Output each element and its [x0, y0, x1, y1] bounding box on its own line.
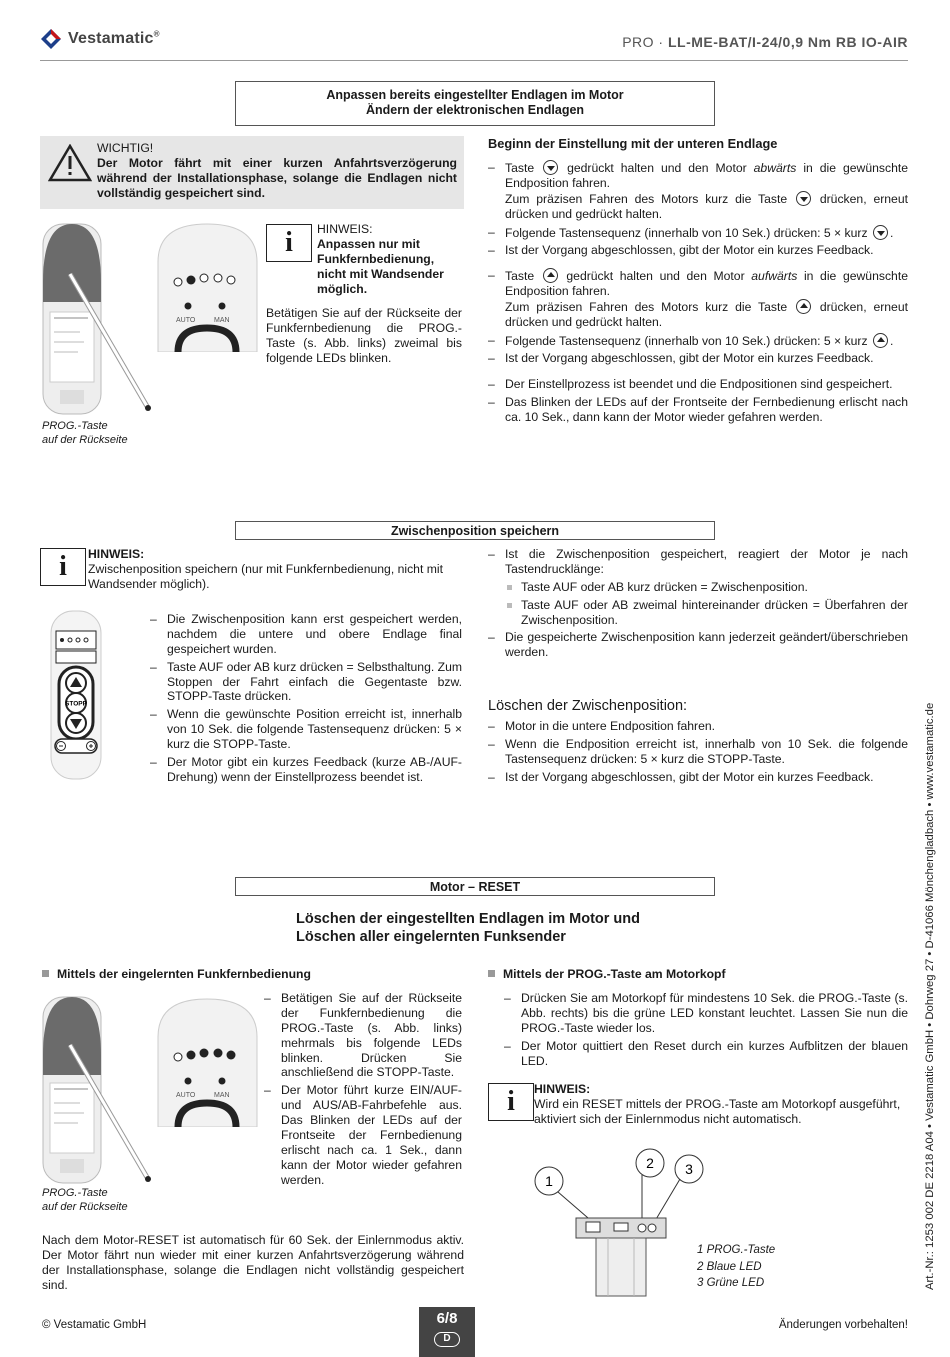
reset-right-steps: [504, 991, 908, 1071]
remote-back-illustration-2: [40, 995, 155, 1185]
motor-legend: 1 PROG.-Taste 2 Blaue LED 3 Grüne LED: [697, 1244, 776, 1290]
svg-text:MAN: MAN: [214, 1092, 230, 1099]
sidebar-imprint: Art.-Nr.: 1253 002 DE 2218 A04 • Vestamatic GmbH • Dohrweg 27 • D-41066 Mönchengladbach • www.vestamatic.de: [924, 702, 936, 1290]
zwischen-right-2: – Die gespeicherte Zwischenposition kann jederzeit geändert/überschrieben werden.: [488, 630, 908, 660]
remote-front-leds-illustration: [156, 222, 259, 352]
hint-text: Wird ein RESET mittels der PROG.-Taste am Motorkopf ausgeführt, aktiviert sich der Einlernmodus nicht automatisch.: [534, 1096, 901, 1126]
end-step-b: – Das Blinken der LEDs auf der Frontseite der Fernbedienung erlischt nach ca. 10 Sek., dann kann der Motor wieder gefahren werden.: [488, 395, 908, 425]
up-steps: [488, 268, 908, 369]
zwischen-right-steps: [488, 547, 908, 663]
svg-text:AUTO: AUTO: [176, 317, 196, 324]
hint-box-2: [88, 547, 464, 592]
zwischen-sub-list: [505, 580, 908, 628]
zwischen-step-3: – Wenn die gewünschte Position erreicht ist, innerhalb von 10 Sek. die folgende Tastensequenz drücken: 5 × kurz die STOPP-Taste.: [150, 707, 462, 752]
down-arrow-button-icon: [796, 191, 811, 206]
delete-step-2: – Wenn die Endposition erreicht ist, innerhalb von 10 Sek. die folgende Tastensequenz drücken: 5 × kurz die STOPP-Taste.: [488, 737, 908, 767]
down-arrow-button-icon: [873, 225, 888, 240]
hint-box-3: [534, 1082, 908, 1127]
right-head-endlage: Beginn der Einstellung mit der unteren Endlage: [488, 136, 778, 151]
remote-back-illustration: [40, 222, 155, 417]
svg-text:2: 2: [646, 1155, 654, 1171]
section-title-endlagen: Anpassen bereits eingestellter Endlagen im Motor Ändern der elektronischen Endlagen: [235, 81, 715, 126]
svg-text:3: 3: [685, 1161, 693, 1177]
section-title-reset: Motor – RESET: [235, 877, 715, 896]
vestamatic-logo-icon: [40, 28, 62, 50]
hint-head: HINWEIS:: [317, 222, 373, 236]
motor-head-diagram: [530, 1148, 710, 1298]
up-arrow-button-icon: [873, 333, 888, 348]
zwischen-right-1: – Ist die Zwischenposition gespeichert, reagiert der Motor je nach Tastendrucklänge: Taste AUF oder AB kurz drücken = Zwischenposition. Taste AUF oder AB zweimal hintereinander drücken = Überfahren der Zwischenposition.: [488, 547, 908, 627]
product-title: PRO · LL-ME-BAT/I-24/0,9 Nm RB IO-AIR: [622, 34, 908, 50]
reset-bottom-text: Nach dem Motor-RESET ist automatisch für 60 Sek. der Einlernmodus aktiv. Der Motor fährt nun wieder mit einer kurzen Anfahrtsverzögerung während der Installationsphase, solange die Endlagen nicht vollständig gespeichert sind.: [42, 1233, 464, 1292]
reset-right-step-1: – Drücken Sie am Motorkopf für mindestens 10 Sek. die PROG.-Taste (s. Abb. rechts) bis die grüne LED konstant leuchtet. Lassen Sie nun die PROG.-Taste wieder los.: [504, 991, 908, 1036]
down-arrow-button-icon: [543, 160, 558, 175]
svg-text:AUTO: AUTO: [176, 1092, 196, 1099]
down-step-b: – Folgende Tastensequenz (innerhalb von 10 Sek.) drücken: 5 × kurz .: [488, 225, 908, 241]
reset-right-head: Mittels der PROG.-Taste am Motorkopf: [488, 967, 726, 982]
delete-steps: [488, 719, 908, 788]
hint-text: Zwischenposition speichern (nur mit Funkfernbedienung, nicht mit Wandsender möglich).: [88, 561, 443, 591]
section-title-zwischenposition: Zwischenposition speichern: [235, 521, 715, 540]
hint-head: HINWEIS:: [534, 1082, 591, 1096]
language-badge: D: [434, 1332, 460, 1347]
svg-text:STOPP: STOPP: [65, 700, 87, 708]
zwischen-step-2: – Taste AUF oder AB kurz drücken = Selbsthaltung. Zum Stoppen der Fahrt einfach die Gegentaste bzw. STOPP-Taste drücken.: [150, 660, 462, 705]
reset-left-steps: [264, 991, 462, 1190]
brand-logo: [40, 28, 160, 50]
reset-left-head: Mittels der eingelernten Funkfernbedienung: [42, 967, 311, 982]
warning-text: Der Motor fährt mit einer kurzen Anfahrtsverzögerung während der Installationsphase, solange die Endlagen nicht vollständig gespeichert sind.: [97, 156, 457, 200]
reset-left-step-2: – Der Motor führt kurze EIN/AUF- und AUS/AB-Fahrbefehle aus. Das Blinken der LEDs auf der Frontseite der Fernbedienung erlischt nach ca. 1 Sek., dann kann der Motor wieder gefahren werden.: [264, 1083, 462, 1187]
delete-step-1: – Motor in die untere Endposition fahren.: [488, 719, 908, 734]
down-step-a: – Taste gedrückt halten und den Motor abwärts in die gewünschte Endposition fahren. Zum präzisen Fahren des Motors kurz die Taste drücken, erneut drücken und gedrückt halten.: [488, 160, 908, 222]
warning-head: WICHTIG!: [97, 141, 154, 155]
warning-box: [40, 136, 464, 209]
down-steps: [488, 160, 908, 261]
footer-page-box: [419, 1307, 475, 1357]
reset-subtitle: Löschen der eingestellten Endlagen im Motor und Löschen aller eingelernten Funksender: [296, 911, 641, 946]
zwischen-step-1: – Die Zwischenposition kann erst gespeichert werden, nachdem die untere und obere Endlage final gespeichert wurden.: [150, 612, 462, 657]
caption-prog-taste: PROG.-Taste auf der Rückseite: [42, 420, 128, 446]
hint-box-1: [317, 222, 457, 296]
zwischen-sub-1: Taste AUF oder AB kurz drücken = Zwischenposition.: [505, 580, 908, 595]
footer-note: Änderungen vorbehalten!: [778, 1319, 908, 1331]
up-arrow-button-icon: [796, 299, 811, 314]
brand-name: Vestamatic®: [68, 29, 160, 48]
reset-left-step-1: – Betätigen Sie auf der Rückseite der Funkfernbedienung die PROG.-Taste (s. Abb. links) mehrmals bis folgende LEDs blinken. Drücken Sie anschließend die STOPP-Taste.: [264, 991, 462, 1080]
zwischen-sub-2: Taste AUF oder AB zweimal hintereinander drücken = Überfahren der Zwischenposition.: [505, 598, 908, 628]
end-steps: [488, 377, 908, 428]
warning-triangle-icon: [48, 144, 92, 182]
zwischen-step-4: – Der Motor gibt ein kurzes Feedback (kurze AB-/AUF-Drehung) wenn der Einstellprozess beendet ist.: [150, 755, 462, 785]
delete-head: Löschen der Zwischenposition:: [488, 698, 688, 714]
hint-head: HINWEIS:: [88, 547, 145, 561]
up-step-b: – Folgende Tastensequenz (innerhalb von 10 Sek.) drücken: 5 × kurz .: [488, 333, 908, 349]
end-step-a: – Der Einstellprozess ist beendet und die Endpositionen sind gespeichert.: [488, 377, 908, 392]
up-step-c: – Ist der Vorgang abgeschlossen, gibt der Motor ein kurzes Feedback.: [488, 351, 908, 366]
info-icon: i: [40, 548, 86, 586]
remote-front-leds-illustration-2: [156, 997, 259, 1127]
page-number: 6/8: [436, 1310, 458, 1327]
delete-step-3: – Ist der Vorgang abgeschlossen, gibt der Motor ein kurzes Feedback.: [488, 770, 908, 785]
hint-text: Anpassen nur mit Funkfernbedienung, nicht mit Wandsender möglich.: [317, 236, 444, 296]
svg-text:MAN: MAN: [214, 317, 230, 324]
caption-prog-taste-2: PROG.-Taste auf der Rückseite: [42, 1187, 128, 1213]
info-icon: i: [266, 224, 312, 262]
reset-right-step-2: – Der Motor quittiert den Reset durch ein kurzes Aufblitzen der blauen LED.: [504, 1039, 908, 1069]
remote-front-stopp-illustration: [49, 609, 103, 781]
hint-body: Betätigen Sie auf der Rückseite der Funkfernbedienung die PROG.-Taste (s. Abb. links) zweimal bis folgende LEDs blinken.: [266, 306, 462, 365]
info-icon: i: [488, 1083, 534, 1121]
up-arrow-button-icon: [543, 268, 558, 283]
down-step-c: – Ist der Vorgang abgeschlossen, gibt der Motor ein kurzes Feedback.: [488, 243, 908, 258]
header-divider: [40, 60, 908, 61]
up-step-a: – Taste gedrückt halten und den Motor aufwärts in die gewünschte Endposition fahren. Zum präzisen Fahren des Motors kurz die Taste drücken, erneut drücken und gedrückt halten.: [488, 268, 908, 330]
footer-copyright: © Vestamatic GmbH: [42, 1319, 147, 1331]
zwischen-left-steps: [150, 612, 462, 788]
svg-text:1: 1: [545, 1173, 553, 1189]
